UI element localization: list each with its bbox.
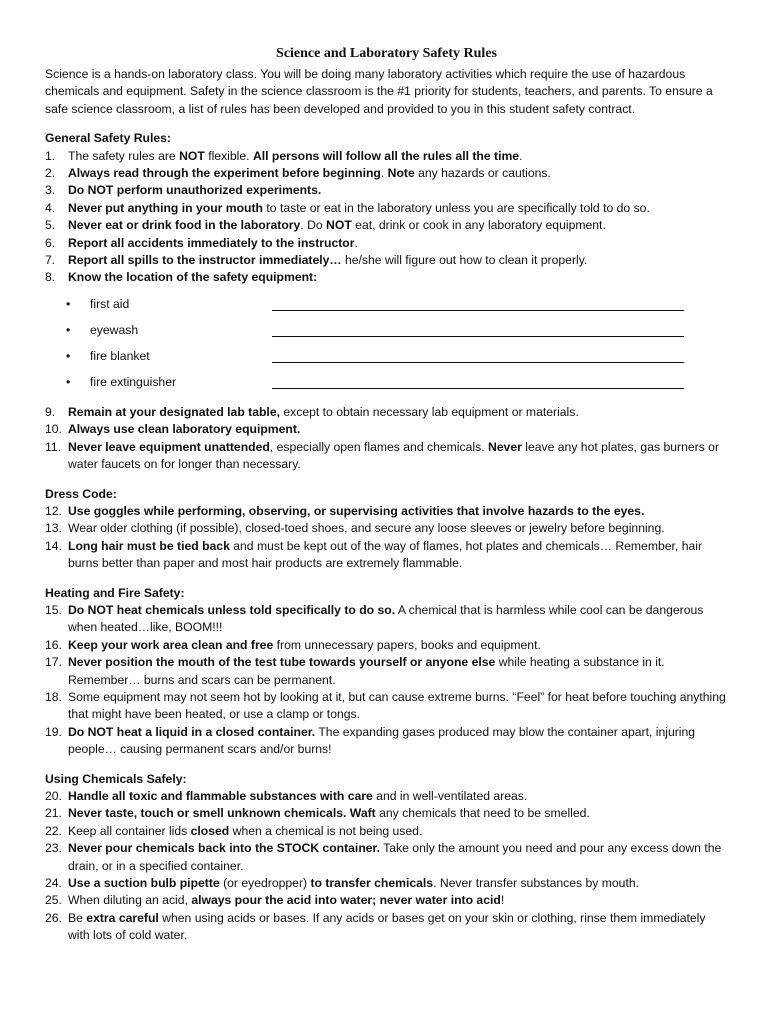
rule-item (45, 269, 728, 399)
rule-text: leave any hot plates, gas burners or water faucets on for longer than necessary. (68, 439, 720, 472)
rule-text-bold: Never eat or drink food in the laboratory (68, 218, 301, 233)
equipment-label: fire extinguisher (90, 374, 177, 389)
rule-text-bold: Long hair must be tied back (68, 538, 230, 553)
rule-item (45, 654, 728, 689)
rule-text-bold: Do NOT heat chemicals unless told specifically to do so. (68, 602, 396, 617)
rule-text: flexible. (204, 148, 253, 163)
equipment-item (45, 322, 728, 348)
rule-text-bold: Do NOT heat a liquid in a closed container. (68, 724, 316, 739)
rule-item (45, 602, 728, 637)
rules-sections (45, 130, 728, 944)
rule-number: 15. (45, 602, 62, 617)
fill-in-blank-line[interactable] (272, 310, 684, 311)
rule-number: 19. (45, 724, 62, 739)
equipment-item (45, 348, 728, 374)
rule-text-bold: Use a suction bulb pipette (68, 876, 220, 891)
rule-text: Be (68, 910, 87, 925)
equipment-item (45, 296, 728, 322)
rule-number: 4. (45, 200, 56, 215)
rule-text-bold: Never (487, 439, 522, 454)
rule-item (45, 724, 728, 759)
rule-number: 23. (45, 841, 62, 856)
rule-text-bold: Waft (349, 806, 376, 821)
rule-item (45, 538, 728, 573)
document-title: Science and Laboratory Safety Rules (276, 46, 497, 61)
rule-text-bold: Keep your work area clean and free (68, 637, 274, 652)
rule-text: when using acids or bases. If any acids or bases get on your skin or clothing, rinse them immediately with lots of cold water. (68, 910, 706, 943)
rule-number: 25. (45, 893, 62, 908)
rule-number: 9. (45, 404, 56, 419)
rule-number: 21. (45, 806, 62, 821)
rule-text-bold: Never taste, touch or smell unknown chemicals. (68, 806, 347, 821)
rule-text: . Never transfer substances by mouth. (433, 876, 640, 891)
equipment-label: fire blanket (90, 348, 150, 363)
fill-in-blank-line[interactable] (272, 336, 684, 337)
rule-item (45, 840, 728, 875)
rule-text: and must be kept out of the way of flames, hot plates and chemicals… Remember, hair burns better than paper and most hair products are extremely flammable. (68, 538, 703, 571)
rule-item (45, 823, 728, 840)
section-heading: Heating and Fire Safety: (45, 585, 185, 600)
rule-item (45, 200, 728, 217)
rule-text: any chemicals that need to be smelled. (375, 806, 590, 821)
section-heading: Using Chemicals Safely: (45, 771, 187, 786)
rule-item (45, 235, 728, 252)
rule-item (45, 252, 728, 269)
rule-number: 10. (45, 422, 62, 437)
rule-number: 17. (45, 655, 62, 670)
rule-text-bold: Always use clean laboratory equipment. (68, 422, 301, 437)
rule-text-bold: All persons will follow all the rules all the time (252, 148, 520, 163)
rule-number: 11. (45, 439, 62, 454)
rule-text: to taste or eat in the laboratory unless you are specifically told to do so. (263, 200, 650, 215)
rule-text-bold: Never leave equipment unattended (68, 439, 270, 454)
rule-number: 7. (45, 253, 56, 268)
rule-item (45, 165, 728, 182)
equipment-item (45, 374, 728, 400)
rule-number: 20. (45, 789, 62, 803)
section-2 (45, 486, 728, 573)
rule-number: 14. (45, 538, 62, 553)
rule-text: (or eyedropper) (219, 876, 311, 891)
rule-text: When diluting an acid, (68, 893, 192, 908)
rule-text: . (519, 148, 523, 163)
section-4 (45, 771, 728, 945)
rule-number: 8. (45, 270, 56, 285)
rule-number: 12. (45, 503, 62, 518)
rule-text: Keep all container lids (68, 823, 191, 838)
rules-list (45, 602, 728, 759)
rule-text-bold: Handle all toxic and flammable substances with care (68, 789, 373, 803)
rule-item (45, 404, 728, 421)
rules-list (45, 788, 728, 945)
rule-text: . (354, 235, 358, 250)
section-heading: Dress Code: (45, 486, 117, 501)
bullet-icon: • (66, 348, 71, 363)
rule-item (45, 182, 728, 199)
rule-text-bold: Know the location of the safety equipment: (68, 270, 318, 285)
rule-text: when a chemical is not being used. (229, 823, 423, 838)
rule-text: The safety rules are (68, 148, 180, 163)
rule-text-bold: closed (190, 823, 230, 838)
rule-number: 5. (45, 218, 56, 233)
rule-item (45, 503, 728, 520)
rule-text-bold: Do NOT perform unauthorized experiments. (68, 183, 322, 198)
rule-text-bold: Never position the mouth of the test tube towards yourself or anyone else (68, 655, 496, 670)
rule-item (45, 217, 728, 234)
rules-list (45, 148, 728, 474)
equipment-label: eyewash (90, 322, 139, 337)
rule-text: ! (500, 893, 505, 908)
rule-item (45, 910, 728, 945)
section-1 (45, 130, 728, 473)
rule-item (45, 689, 728, 724)
rule-text: , especially open flames and chemicals. (269, 439, 488, 454)
rule-text-bold: always pour the acid into water; never water into acid (191, 893, 501, 908)
rule-item (45, 875, 728, 892)
rule-text: The expanding gases produced may blow the container apart, injuring people… causing permanent scars and/or burns! (68, 724, 696, 757)
rule-number: 2. (45, 166, 56, 181)
rule-text: except to obtain necessary lab equipment or materials. (279, 404, 579, 419)
rule-text-bold: NOT (179, 148, 205, 163)
rules-list (45, 503, 728, 573)
bullet-icon: • (66, 322, 71, 337)
rule-item (45, 520, 728, 537)
section-heading: General Safety Rules: (45, 131, 171, 146)
rule-text: Some equipment may not seem hot by looking at it, but can cause extreme burns. “Feel” for heat before touching anything that might have been heated, or use a clamp or tongs. (68, 689, 726, 722)
rule-text: . Do (300, 218, 327, 233)
rule-text-bold: Never put anything in your mouth (68, 200, 264, 215)
rule-text: Wear older clothing (if possible), closed-toed shoes, and secure any loose sleeves or jewelry before beginning. (68, 521, 665, 536)
intro-paragraph: Science is a hands-on laboratory class. You will be doing many laboratory activities which require the use of hazardous chemicals and equipment. Safety in the science classroom is the #1 priority for students, teachers, and parents. To ensure a safe science classroom, a list of rules has been developed and provided to you in this student safety contract. (45, 67, 713, 116)
rule-text: and in well-ventilated areas. (372, 789, 528, 803)
equipment-label: first aid (90, 296, 130, 311)
bullet-icon: • (66, 296, 71, 311)
rule-text-bold: Always read through the experiment before beginning (68, 166, 381, 181)
rule-item (45, 148, 728, 165)
safety-equipment-list (45, 296, 728, 400)
rule-number: 24. (45, 876, 62, 891)
rule-text-bold: Use goggles while performing, observing, or supervising activities that involve hazards to the eyes. (68, 503, 645, 518)
fill-in-blank-line[interactable] (272, 362, 684, 363)
rule-text-bold: Remain at your designated lab table, (68, 404, 280, 419)
rule-number: 13. (45, 521, 62, 536)
rule-text: eat, drink or cook in any laboratory equipment. (351, 218, 606, 233)
rule-item (45, 892, 728, 909)
rule-item (45, 805, 728, 822)
rule-number: 22. (45, 823, 62, 838)
rule-text-bold: NOT (326, 218, 352, 233)
rule-text: he/she will figure out how to clean it properly. (341, 253, 588, 268)
rule-number: 26. (45, 910, 62, 925)
rule-item (45, 439, 728, 474)
rule-text: any hazards or cautions. (414, 166, 551, 181)
rule-number: 6. (45, 235, 56, 250)
rule-text: A chemical that is harmless while cool can be dangerous when heated…like, BOOM!!! (68, 602, 704, 635)
rule-number: 1. (45, 148, 56, 163)
rule-number: 18. (45, 689, 62, 704)
rule-text-bold: Never pour chemicals back into the STOCK container. (68, 841, 381, 856)
rule-item (45, 788, 728, 805)
rule-number: 3. (45, 183, 56, 198)
bullet-icon: • (66, 374, 71, 389)
rule-text: while heating a substance in it. Remember… burns and scars can be permanent. (68, 655, 665, 687)
rule-item (45, 637, 728, 654)
section-3 (45, 585, 728, 759)
rule-text-bold: Report all spills to the instructor immediately… (68, 253, 342, 268)
rule-text-bold: Note (387, 166, 415, 181)
fill-in-blank-line[interactable] (272, 388, 684, 389)
rule-number: 16. (45, 637, 62, 652)
rule-text-bold: to transfer chemicals (310, 876, 434, 891)
rule-text: from unnecessary papers, books and equipment. (273, 637, 541, 652)
rule-text: . (380, 166, 388, 181)
rule-text: Take only the amount you need and pour any excess down the drain, or in a specified container. (68, 841, 722, 873)
rule-text-bold: Report all accidents immediately to the instructor (68, 235, 355, 250)
rule-item (45, 421, 728, 438)
rule-text-bold: extra careful (86, 910, 159, 925)
